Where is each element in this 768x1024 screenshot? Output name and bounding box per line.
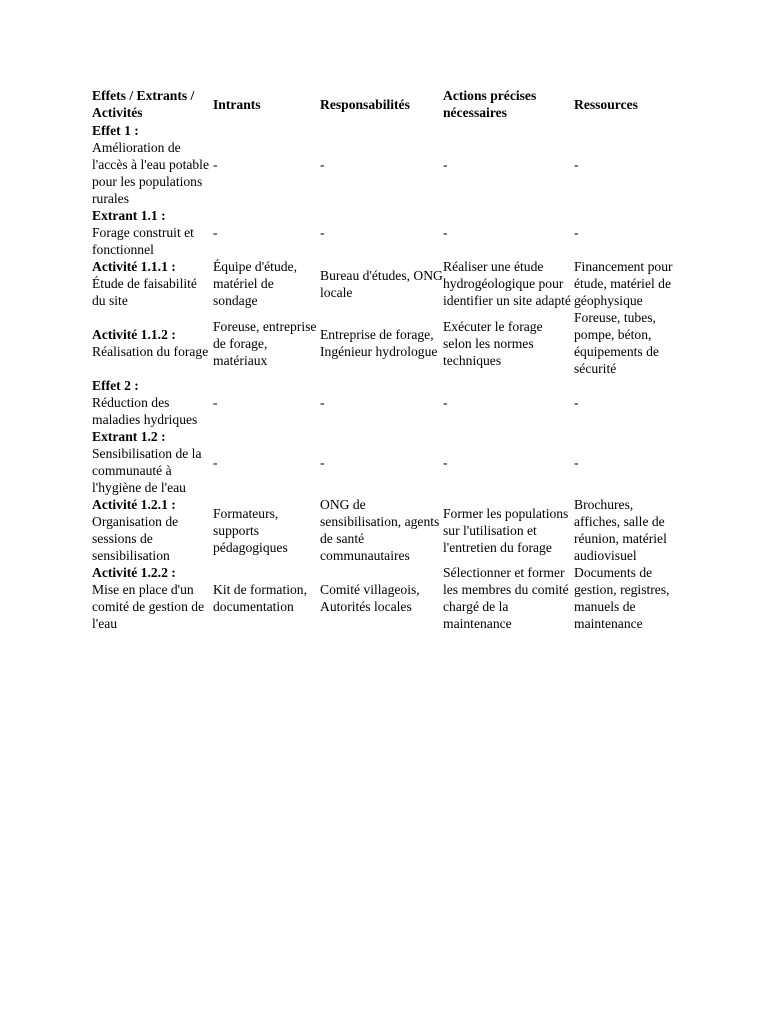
row-description: Sensibilisation de la communauté à l'hygiène de l'eau [92,446,202,495]
header-intrants: Intrants [213,96,261,112]
intrants-cell: Foreuse, entreprise de forage, matériaux [213,318,317,368]
actions-cell: Réaliser une étude hydrogéologique pour identifier un site adapté [443,259,571,308]
actions-cell: - [443,157,448,172]
row-label-cell [92,377,213,428]
row-label-cell [92,564,213,632]
ressources-cell: - [574,225,579,240]
header-ressources: Ressources [574,96,638,112]
header-responsabilites: Responsabilités [320,96,410,112]
actions-cell: - [443,395,448,410]
table-row [92,496,682,564]
actions-cell: Former les populations sur l'utilisation et l'entretien du forage [443,505,569,555]
ressources-cell: Financement pour étude, matériel de géophysique [574,259,673,308]
row-label-cell [92,496,213,564]
row-label-cell [92,258,213,309]
responsabilites-cell: ONG de sensibilisation, agents de santé communautaires [320,497,440,563]
ressources-cell: - [574,454,579,470]
table-row [92,564,682,632]
logframe-table [92,86,682,632]
intrants-cell: - [213,454,218,470]
intrants-cell: Kit de formation, documentation [213,582,308,614]
row-label: Activité 1.1.1 : [92,259,176,274]
row-description: Mise en place d'un comité de gestion de l'eau [92,582,205,631]
actions-cell: Sélectionner et former les membres du comité chargé de la maintenance [443,565,569,631]
responsabilites-cell: Comité villageois, Autorités locales [320,582,420,614]
row-label: Activité 1.2.2 : [92,565,176,580]
row-label: Effet 1 : [92,123,139,138]
row-label-cell [92,428,213,496]
row-label-cell [92,207,213,258]
ressources-cell: Documents de gestion, registres, manuels de maintenance [574,565,670,631]
row-label-cell [92,122,213,207]
actions-cell: Exécuter le forage selon les normes techniques [443,318,543,368]
intrants-cell: - [213,157,218,172]
row-label: Extrant 1.1 : [92,208,166,223]
intrants-cell: Équipe d'étude, matériel de sondage [213,259,297,308]
ressources-cell: - [574,157,579,172]
actions-cell: - [443,454,448,470]
row-label-cell [92,309,213,377]
responsabilites-cell: - [320,225,325,240]
document-page [92,86,682,632]
ressources-cell: Foreuse, tubes, pompe, béton, équipements de sécurité [574,310,659,376]
table-row [92,122,682,207]
row-label: Extrant 1.2 : [92,429,166,444]
table-row [92,309,682,377]
row-label: Effet 2 : [92,378,139,393]
table-row [92,377,682,428]
responsabilites-cell: Entreprise de forage, Ingénieur hydrologue [320,327,438,359]
intrants-cell: - [213,395,218,410]
header-effets: Effets / Extrants / Activités [92,88,195,120]
ressources-cell: - [574,395,579,410]
table-row [92,207,682,258]
row-description: Étude de faisabilité du site [92,276,197,308]
responsabilites-cell: Bureau d'études, ONG locale [320,267,443,300]
row-label: Activité 1.1.2 : [92,327,176,342]
table-header-row [92,86,682,122]
row-description: Forage construit et fonctionnel [92,225,194,257]
actions-cell: - [443,225,448,240]
row-description: Organisation de sessions de sensibilisation [92,514,179,563]
ressources-cell: Brochures, affiches, salle de réunion, matériel audiovisuel [574,497,667,563]
table-row [92,258,682,309]
responsabilites-cell: - [320,454,325,470]
header-actions: Actions précises nécessaires [443,88,537,120]
row-description: Réduction des maladies hydriques [92,395,198,427]
table-row [92,428,682,496]
intrants-cell: - [213,225,218,240]
row-description: Réalisation du forage [92,344,209,359]
intrants-cell: Formateurs, supports pédagogiques [213,505,288,555]
responsabilites-cell: - [320,157,325,172]
row-description: Amélioration de l'accès à l'eau potable pour les populations rurales [92,140,209,206]
row-label: Activité 1.2.1 : [92,497,176,512]
responsabilites-cell: - [320,395,325,410]
